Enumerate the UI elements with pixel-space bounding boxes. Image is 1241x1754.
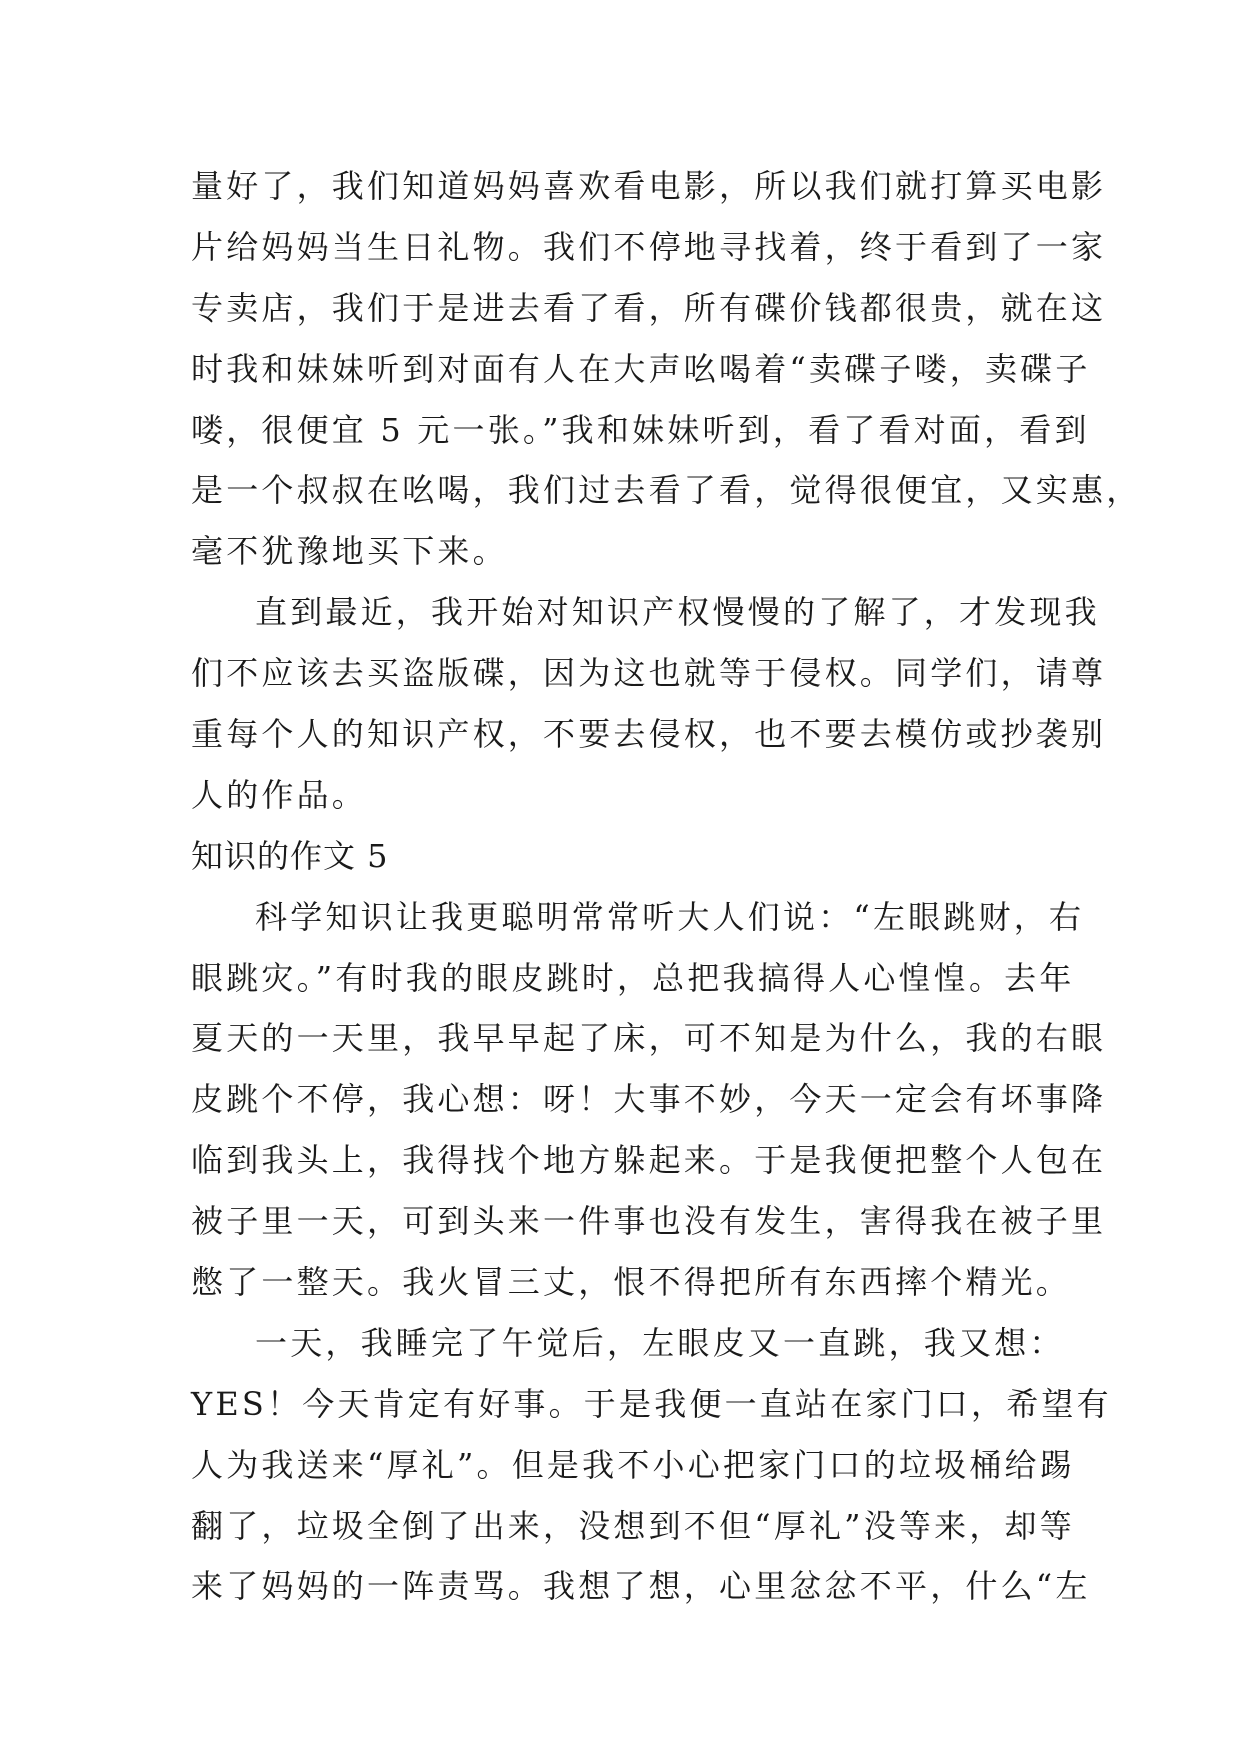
text-line: 翻了，垃圾全倒了出来，没想到不但“厚礼”没等来，却等 (191, 1506, 1075, 1545)
text-line: 一天，我睡完了午觉后，左眼皮又一直跳，我又想： (255, 1323, 1065, 1362)
text-line: 直到最近，我开始对知识产权慢慢的了解了，才发现我 (255, 593, 1100, 632)
conclusion-paragraph (191, 582, 1107, 826)
text-line: 皮跳个不停，我心想：呀！大事不妙，今天一定会有坏事降 (191, 1080, 1107, 1119)
text-line: 时我和妹妹听到对面有人在大声吆喝着“卖碟子喽，卖碟子 (191, 349, 1091, 388)
text-line: 来了妈妈的一阵责骂。我想了想，心里忿忿不平，什么“左 (191, 1567, 1091, 1606)
text-line: 片给妈妈当生日礼物。我们不停地寻找着，终于看到了一家 (191, 227, 1107, 266)
document-body (191, 156, 1142, 1617)
essay-title: 知识的作文 5 (191, 836, 389, 875)
text-line: 临到我头上，我得找个地方躲起来。于是我便把整个人包在 (191, 1141, 1107, 1180)
text-line: 们不应该去买盗版碟，因为这也就等于侵权。同学们，请尊 (191, 654, 1107, 693)
text-line: 夏天的一天里，我早早起了床，可不知是为什么，我的右眼 (191, 1019, 1107, 1058)
text-line: 毫不犹豫地买下来。 (191, 532, 508, 571)
text-line: 喽，很便宜 5 元一张。”我和妹妹听到，看了看对面，看到 (191, 410, 1090, 449)
text-line: 眼跳灾。”有时我的眼皮跳时，总把我搞得人心惶惶。去年 (191, 958, 1075, 997)
text-line: 人的作品。 (191, 775, 368, 814)
text-line: 重每个人的知识产权，不要去侵权，也不要去模仿或抄袭别 (191, 715, 1107, 754)
text-line: 憋了一整天。我火冒三丈，恨不得把所有东西摔个精光。 (191, 1263, 1072, 1302)
text-line: 是一个叔叔在吆喝，我们过去看了看，觉得很便宜，又实惠， (191, 471, 1142, 510)
text-line: 科学知识让我更聪明常常听大人们说：“左眼跳财，右 (255, 897, 1085, 936)
text-line: 被子里一天，可到头来一件事也没有发生，害得我在被子里 (191, 1202, 1107, 1241)
essay-paragraph-1 (191, 887, 1107, 1313)
text-line: 量好了，我们知道妈妈喜欢看电影，所以我们就打算买电影 (191, 167, 1107, 205)
essay-paragraph-2 (191, 1313, 1112, 1617)
continuation-paragraph (191, 156, 1142, 582)
text-line: 人为我送来“厚礼”。但是我不小心把家门口的垃圾桶给踢 (191, 1445, 1075, 1484)
text-line: 专卖店，我们于是进去看了看，所有碟价钱都很贵，就在这 (191, 288, 1107, 327)
text-line: YES！今天肯定有好事。于是我便一直站在家门口，希望有 (191, 1384, 1112, 1423)
